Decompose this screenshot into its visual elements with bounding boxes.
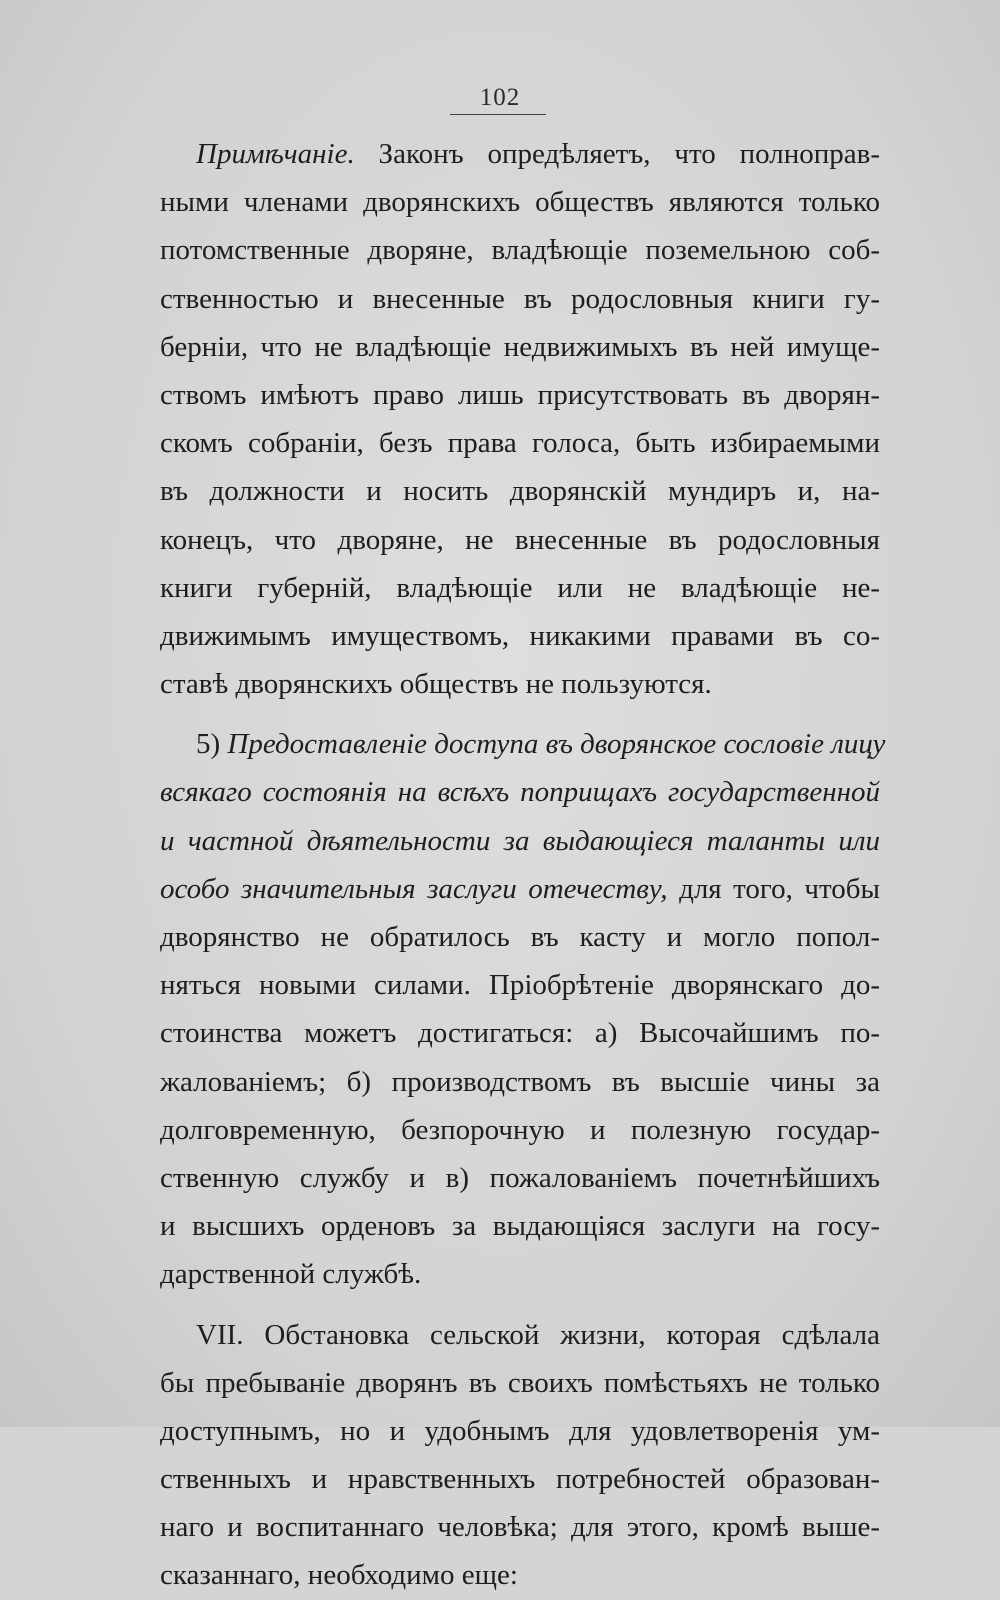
page-number-rule xyxy=(450,114,546,115)
paragraph-section-vii xyxy=(160,1311,880,1600)
text-line: всякаго состоянія на всѣхъ поприщахъ государственной xyxy=(160,776,880,809)
text-line: скомъ собраніи, безъ права голоса, быть избираемыми xyxy=(160,427,880,460)
text-line: потомственные дворяне, владѣющіе поземельною соб- xyxy=(160,234,880,267)
text-line: ставѣ дворянскихъ обществъ не пользуются. xyxy=(160,668,712,701)
italic-text: Предоставленіе доступа въ дворянское сословіе лицу xyxy=(227,728,886,761)
line-text: Законъ опредѣляетъ, что полноправ- xyxy=(354,138,880,170)
text-line: и высшихъ орденовъ за выдающіяся заслуги на госу- xyxy=(160,1210,880,1243)
text-line: ственныхъ и нравственныхъ потребностей образован- xyxy=(160,1463,880,1496)
text-line: няться новыми силами. Пріобрѣтеніе дворянскаго до- xyxy=(160,969,880,1002)
text-line: въ должности и носить дворянскій мундиръ и, на- xyxy=(160,475,880,508)
text-line: движимымъ имуществомъ, никакими правами въ со- xyxy=(160,619,880,652)
text-line: книги губерній, владѣющіе или не владѣющіе не- xyxy=(160,571,880,604)
page-number: 102 xyxy=(479,84,521,111)
text-line: наго и воспитаннаго человѣка; для этого, кромѣ выше- xyxy=(160,1511,880,1544)
text-line: дарственной службѣ. xyxy=(160,1258,422,1291)
text-line xyxy=(160,130,880,178)
text-line: доступнымъ, но и удобнымъ для удовлетворенія ум- xyxy=(160,1414,880,1447)
text-line: бы пребываніе дворянъ въ своихъ помѣстьяхъ не только xyxy=(160,1366,880,1399)
text-line: сказаннаго, необходимо еще: xyxy=(160,1559,518,1592)
text-line: ными членами дворянскихъ обществъ являются только xyxy=(160,186,880,219)
text-line: дворянство не обратилось въ касту и могло попол- xyxy=(160,921,880,953)
text-line: берніи, что не владѣющіе недвижимыхъ въ ней имуще- xyxy=(160,330,880,363)
text-line: ственную службу и в) пожалованіемъ почетнѣйшихъ xyxy=(160,1161,880,1194)
text-line xyxy=(160,720,886,768)
text-line: ствомъ имѣютъ право лишь присутствовать въ дворян- xyxy=(160,378,880,411)
text-line: VII. Обстановка сельской жизни, которая сдѣлала xyxy=(196,1318,880,1351)
text-line: долговременную, безпорочную и полезную государ- xyxy=(160,1113,880,1146)
note-label: Примѣчаніе. xyxy=(196,138,355,170)
item-number: 5) xyxy=(196,728,228,761)
paragraph-item-5 xyxy=(160,720,886,1298)
italic-text: особо значительныя заслуги отечеству, xyxy=(160,872,668,905)
paragraph-note xyxy=(160,130,880,708)
text-line: стоинства можетъ достигаться: а) Высочайшимъ по- xyxy=(160,1017,880,1050)
text-line: и частной дѣятельности за выдающіеся таланты или xyxy=(160,824,880,857)
line-text: для того, чтобы xyxy=(667,872,880,905)
text-line: конецъ, что дворяне, не внесенные въ родословныя xyxy=(160,523,880,556)
text-line xyxy=(160,865,880,913)
body-text xyxy=(160,130,886,1600)
text-line: ственностью и внесенные въ родословныя книги гу- xyxy=(160,282,880,315)
text-line: жалованіемъ; б) производствомъ въ высшіе чины за xyxy=(160,1065,880,1098)
